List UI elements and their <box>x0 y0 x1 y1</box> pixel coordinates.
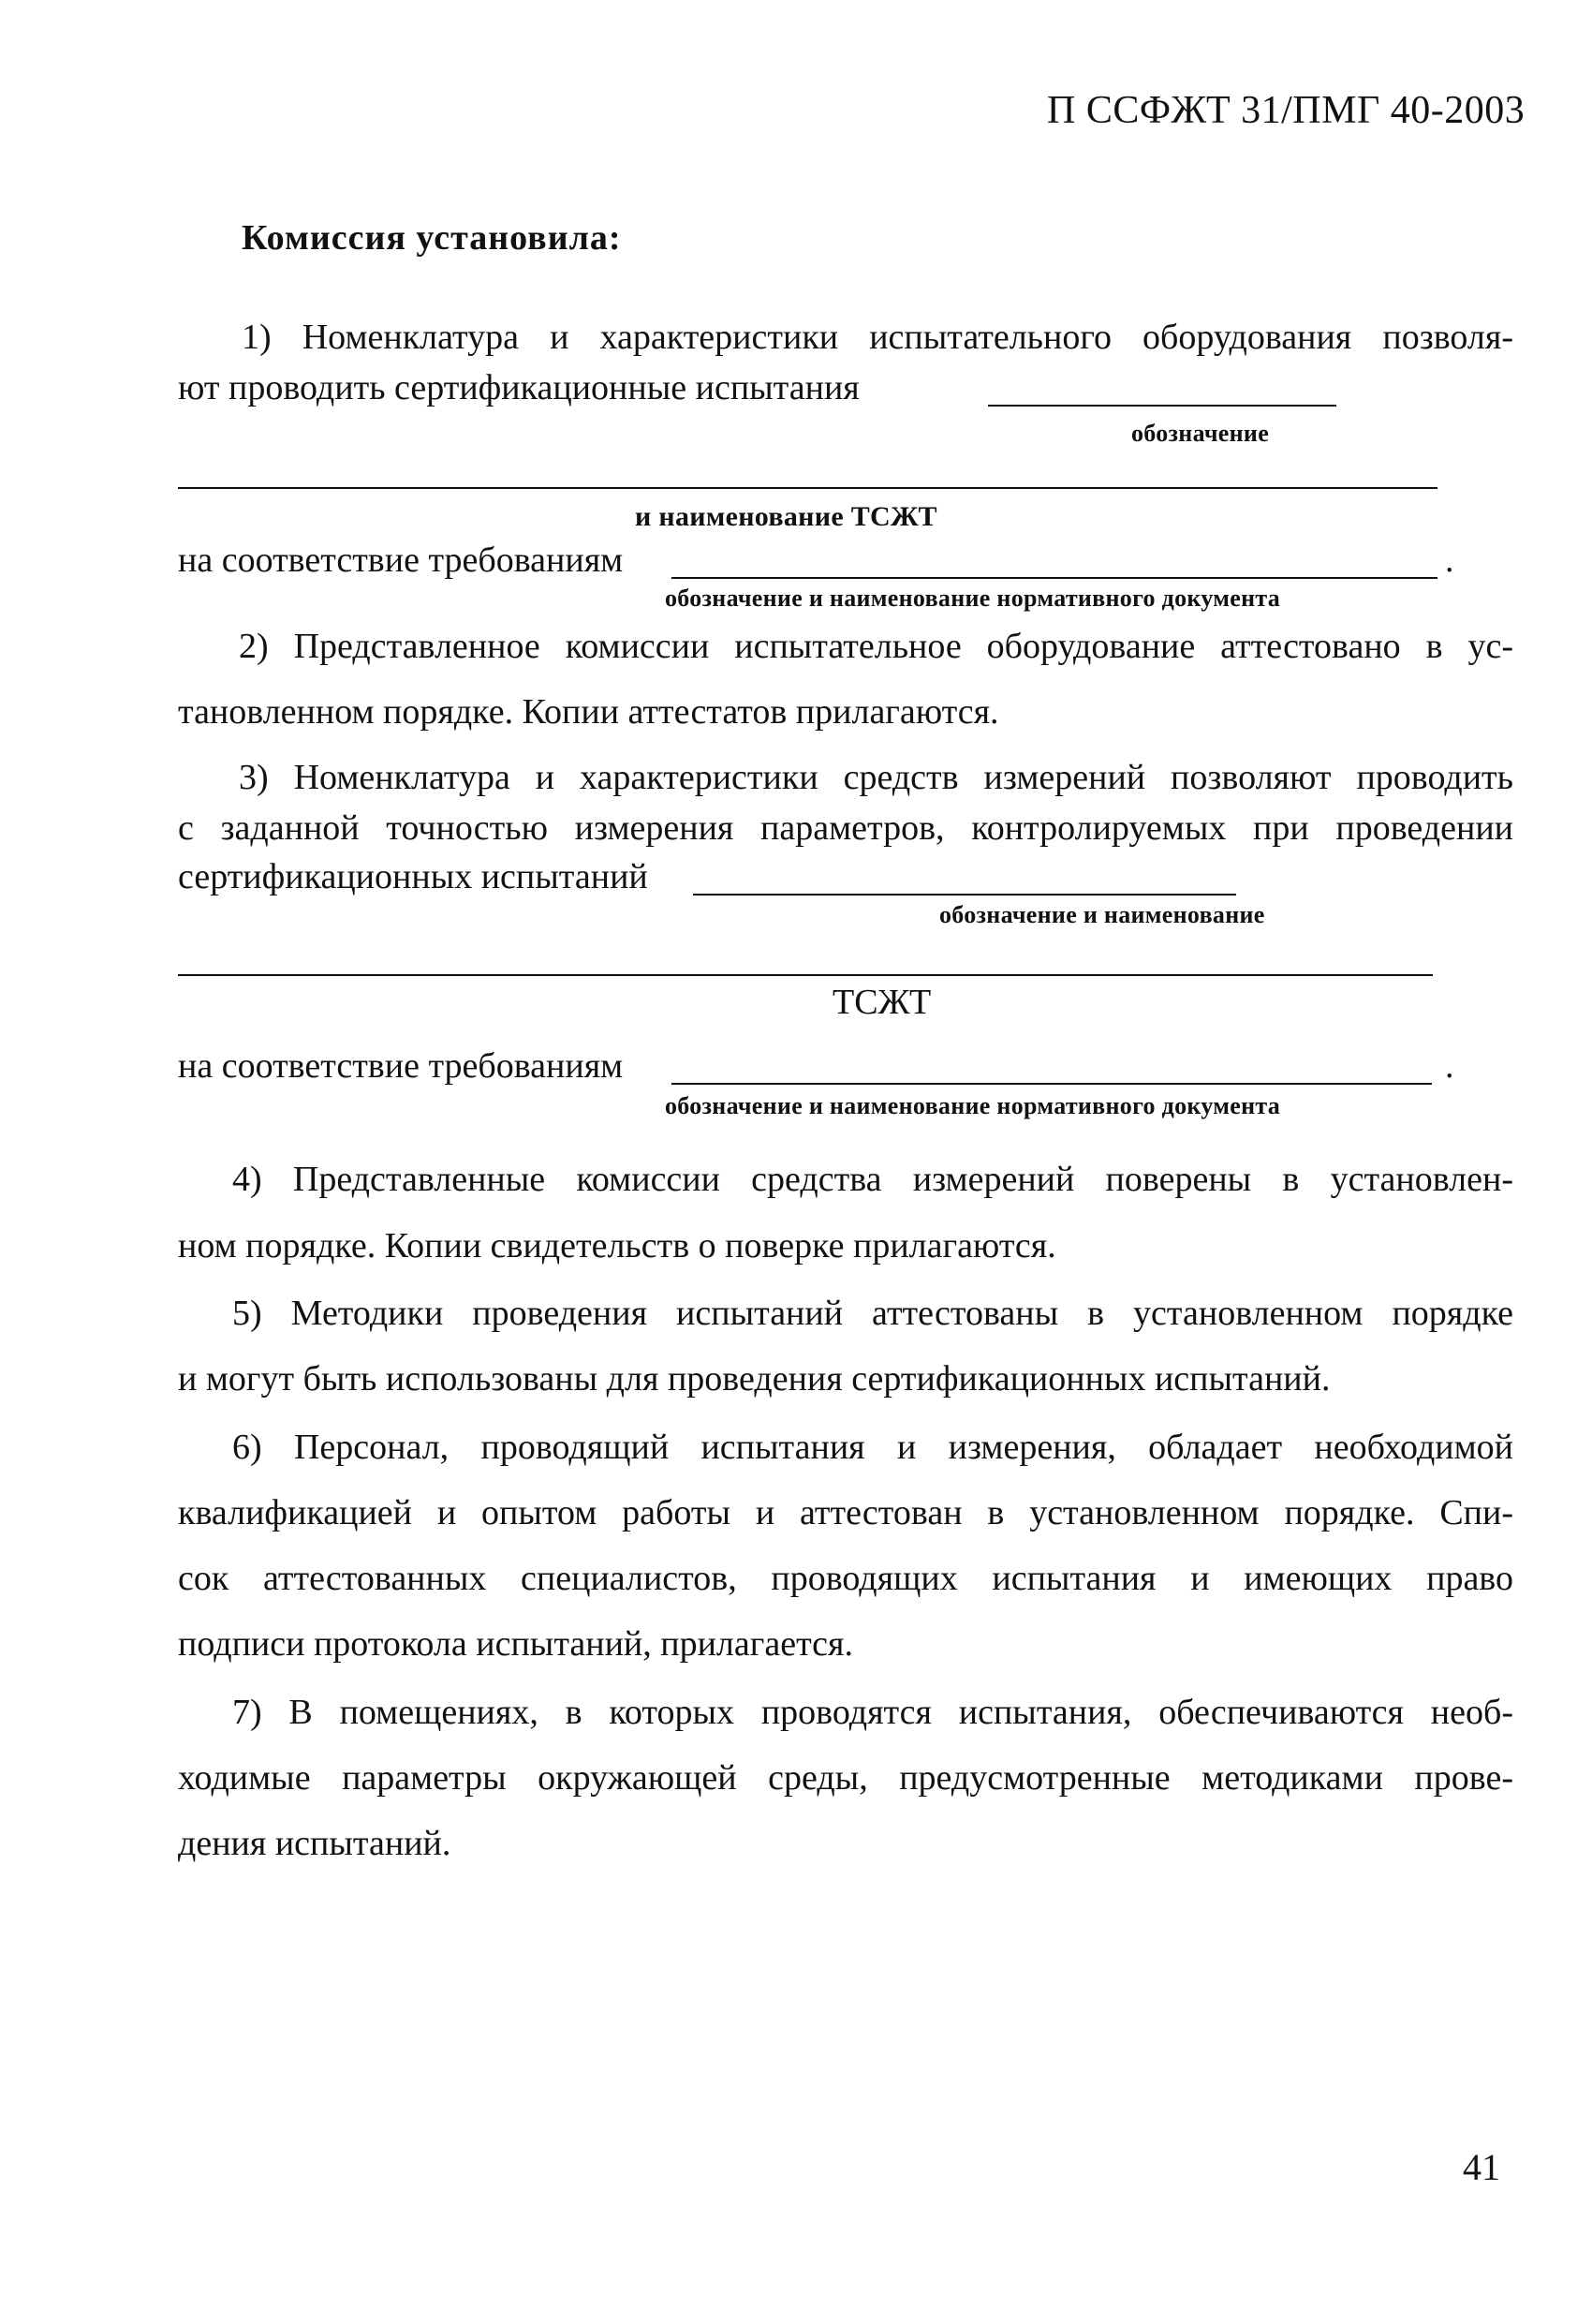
item-1-requirements-label: на соответствие требованиям <box>178 540 624 580</box>
page-number: 41 <box>1463 2146 1500 2188</box>
caption-tszht: ТСЖТ <box>833 983 932 1022</box>
item-6-line-1: 6) Персонал, проводящий испытания и измерения, обладает необходимой <box>232 1428 1513 1467</box>
fill-line-tszht-name <box>178 487 1437 489</box>
item-4-line-2: ном порядке. Копии свидетельств о поверке прилагаются. <box>178 1226 1056 1266</box>
item-1-line-2: ют проводить сертификационные испытания <box>178 368 860 407</box>
item-2-line-1: 2) Представленное комиссии испытательное оборудование аттестовано в ус- <box>239 627 1513 666</box>
item-7-line-1: 7) В помещениях, в которых проводятся испытания, обеспечиваются необ- <box>232 1693 1513 1732</box>
item-7-line-3: дения испытаний. <box>178 1824 451 1863</box>
fill-line-tszht-name-2 <box>178 974 1433 976</box>
caption-normative-doc-1: обозначение и наименование нормативного документа <box>665 585 1281 612</box>
fill-line-normative-doc-2 <box>671 1083 1432 1085</box>
item-3-requirements-label: на соответствие требованиям <box>178 1046 624 1086</box>
period-mark: . <box>1445 540 1454 580</box>
caption-designation: обозначение <box>1131 420 1270 447</box>
item-3-line-2: с заданной точностью измерения параметров, контролируемых при проведении <box>178 808 1513 848</box>
item-6-line-4: подписи протокола испытаний, прилагается. <box>178 1624 853 1664</box>
item-3-line-3: сертификационных испытаний <box>178 857 648 896</box>
fill-line-tszht-designation <box>988 405 1336 407</box>
caption-tszht-name: и наименование ТСЖТ <box>635 501 937 532</box>
fill-line-tszht-designation-2 <box>693 894 1236 896</box>
item-1-line-1: 1) Номенклатура и характеристики испытательного оборудования позволя- <box>242 318 1513 357</box>
period-mark: . <box>1445 1046 1454 1086</box>
item-7-line-2: ходимые параметры окружающей среды, предусмотренные методиками прове- <box>178 1758 1513 1798</box>
item-6-line-3: сок аттестованных специалистов, проводящих испытания и имеющих право <box>178 1559 1513 1598</box>
item-2-line-2: тановленном порядке. Копии аттестатов прилагаются. <box>178 692 999 732</box>
item-3-line-1: 3) Номенклатура и характеристики средств измерений позволяют проводить <box>239 758 1513 797</box>
caption-designation-and-name: обозначение и наименование <box>939 901 1265 928</box>
fill-line-normative-doc-1 <box>671 577 1437 579</box>
item-4-line-1: 4) Представленные комиссии средства измерений поверены в установлен- <box>232 1160 1513 1199</box>
section-heading: Комиссия установила: <box>242 218 622 258</box>
item-5-line-1: 5) Методики проведения испытаний аттестованы в установленном порядке <box>232 1294 1513 1333</box>
document-code: П ССФЖТ 31/ПМГ 40-2003 <box>1047 89 1526 132</box>
caption-normative-doc-2: обозначение и наименование нормативного документа <box>665 1092 1281 1119</box>
item-6-line-2: квалификацией и опытом работы и аттестован в установленном порядке. Спи- <box>178 1493 1513 1532</box>
item-5-line-2: и могут быть использованы для проведения сертификационных испытаний. <box>178 1359 1331 1399</box>
